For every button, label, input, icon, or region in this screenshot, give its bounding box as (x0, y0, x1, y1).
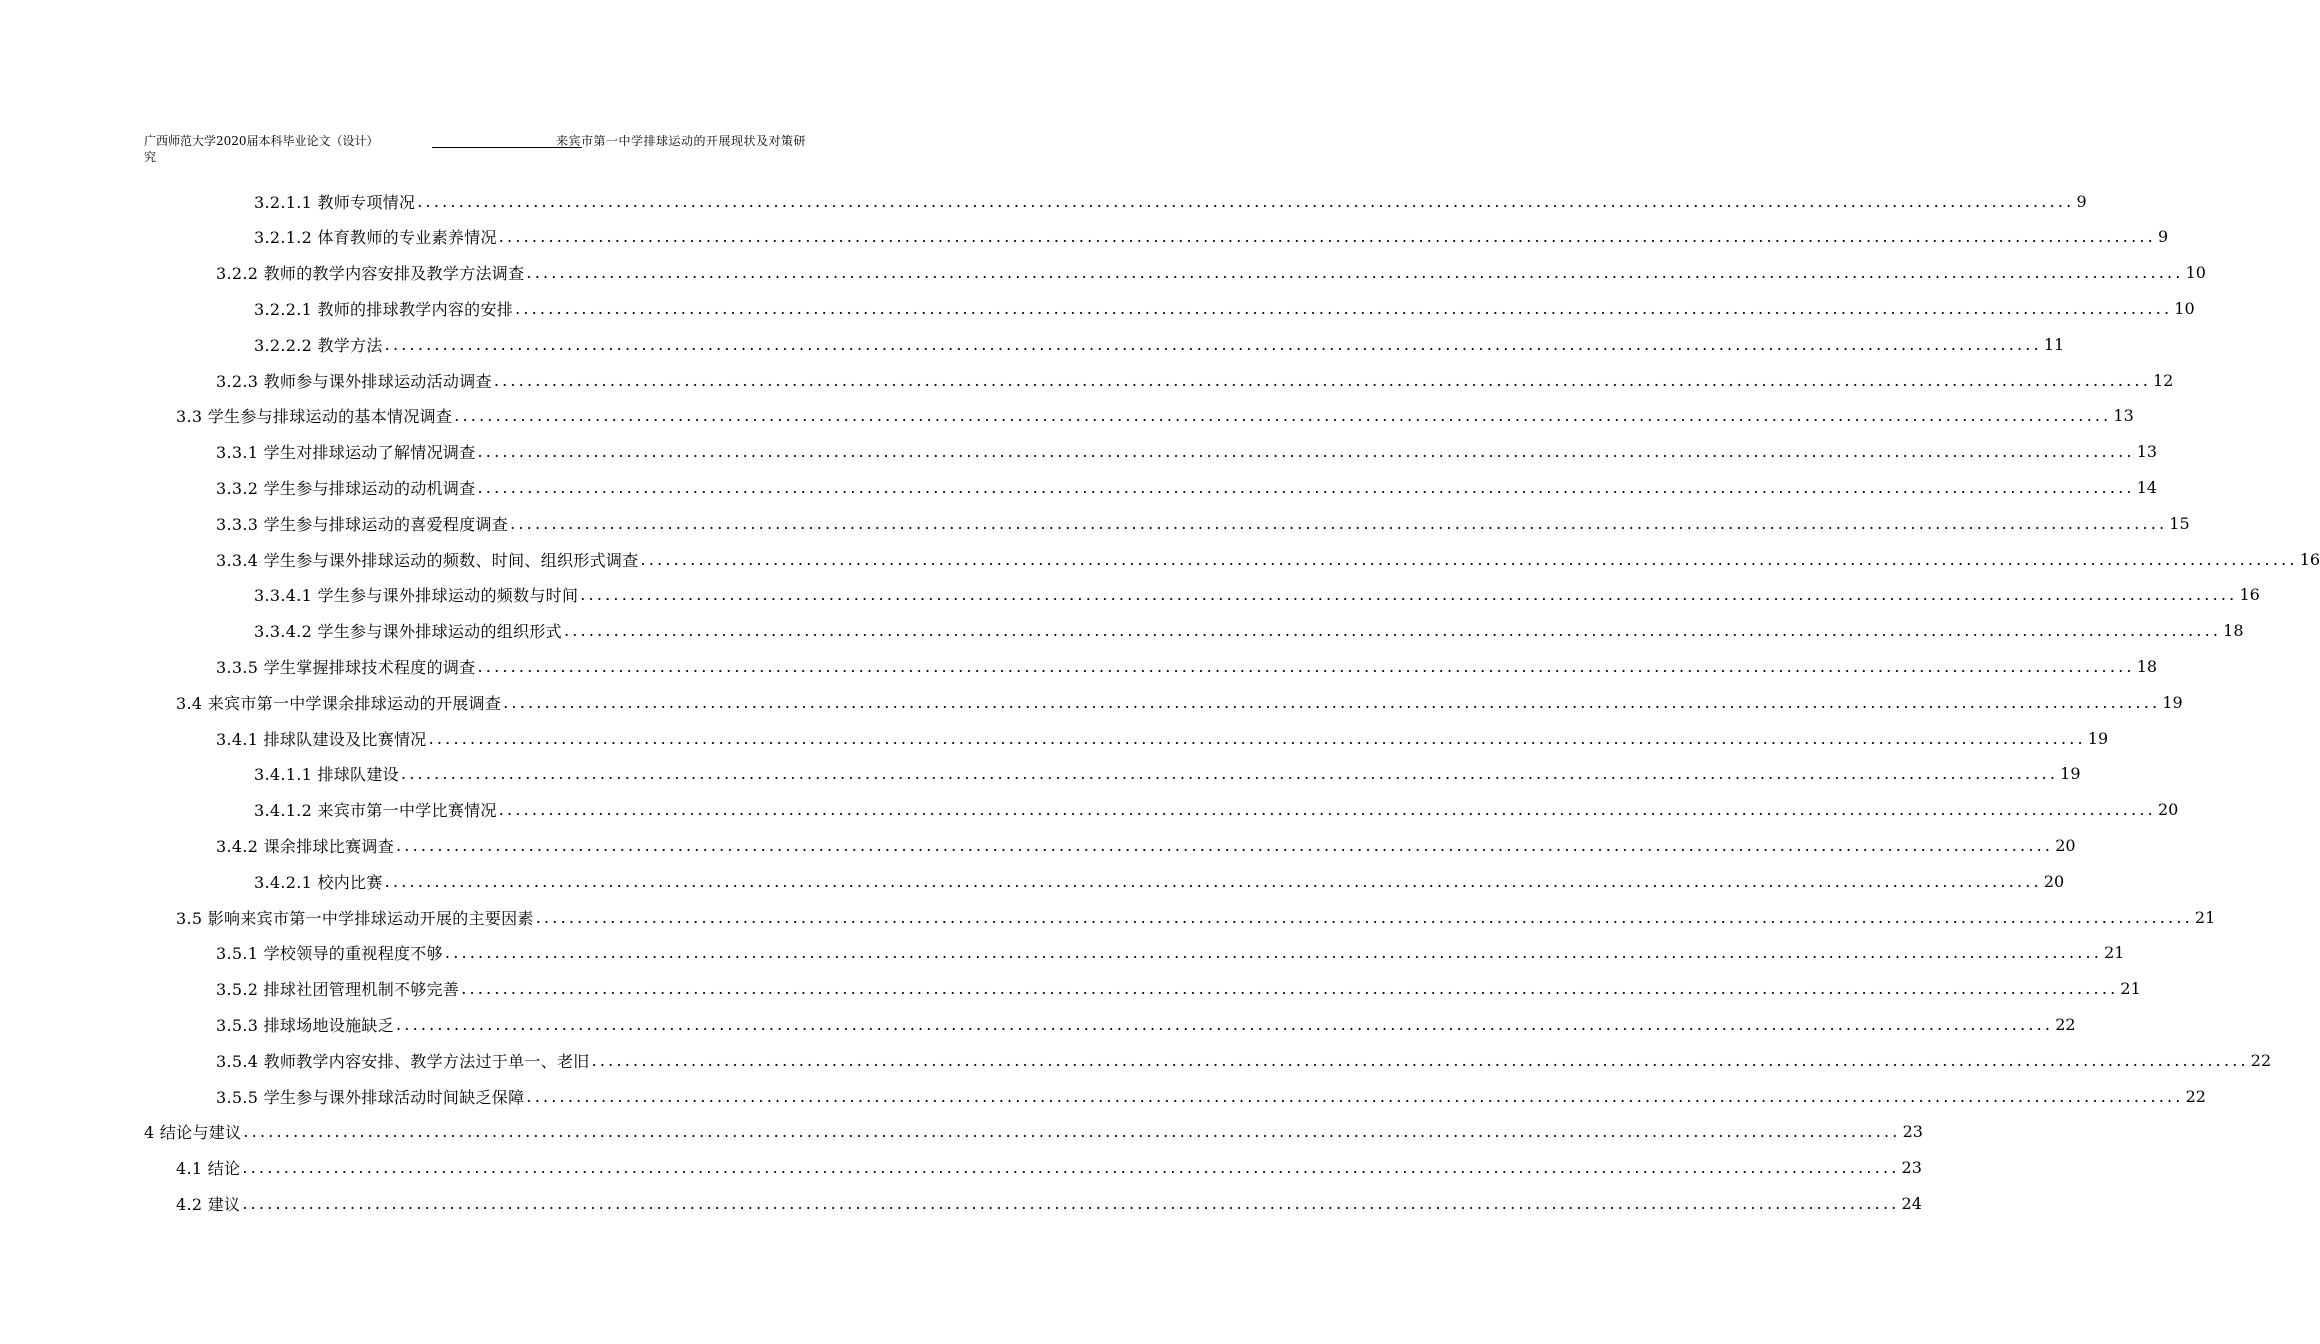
toc-entry-title: 3.2.1.1 教师专项情况 (254, 192, 416, 212)
toc-leader-dots: ........................................................................................................................................................................................................ (444, 943, 2103, 963)
toc-entry-page-number: 21 (2194, 907, 2216, 927)
toc-leader-dots: ........................................................................................................................................................................................................ (477, 442, 2135, 462)
toc-entry-page-number: 13 (2113, 406, 2134, 426)
toc-entry-title: 3.2.2.2 教学方法 (254, 335, 383, 355)
toc-leader-dots: ........................................................................................................................................................................................................ (503, 692, 2161, 712)
toc-leader-dots: ........................................................................................................................................................................................................ (498, 227, 2156, 247)
toc-leader-dots: ........................................................................................................................................................................................................ (640, 549, 2298, 569)
toc-entry-title: 3.3 学生参与排球运动的基本情况调查 (176, 407, 453, 427)
toc-leader-dots: ........................................................................................................................................................................................................ (526, 1086, 2184, 1106)
toc-leader-dots: ........................................................................................................................................................................................................ (384, 871, 2042, 891)
toc-entry[interactable] (254, 577, 2260, 613)
toc-entry-title: 3.3.4.2 学生参与课外排球运动的组织形式 (254, 622, 562, 642)
toc-entry-page-number: 19 (2087, 728, 2109, 748)
toc-entry-page-number: 23 (1901, 1158, 1922, 1178)
toc-leader-dots: ........................................................................................................................................................................................................ (396, 835, 2054, 855)
toc-entry[interactable] (216, 1042, 2272, 1078)
toc-entry[interactable] (216, 505, 2190, 541)
toc-entry[interactable] (216, 362, 2174, 398)
toc-entry-title: 3.5.3 排球场地设施缺乏 (216, 1015, 394, 1035)
toc-entry-page-number: 15 (2169, 513, 2190, 533)
toc-entry-page-number: 11 (2043, 334, 2065, 354)
toc-entry-title: 4.1 结论 (176, 1159, 241, 1179)
toc-entry-title: 3.3.4.1 学生参与课外排球运动的频数与时间 (254, 586, 579, 606)
toc-entry[interactable] (254, 219, 2169, 255)
toc-entry[interactable] (216, 469, 2158, 505)
toc-entry[interactable] (254, 290, 2195, 326)
toc-leader-dots: ........................................................................................................................................................................................................ (461, 979, 2119, 999)
toc-entry-title: 4.2 建议 (176, 1194, 241, 1214)
toc-entry-title: 3.3.2 学生参与排球运动的动机调查 (216, 478, 476, 498)
toc-entry-page-number: 20 (2055, 835, 2076, 855)
toc-entry-title: 3.5.4 教师教学内容安排、教学方法过于单一、老旧 (216, 1051, 590, 1071)
toc-entry-page-number: 21 (2120, 979, 2141, 999)
toc-entry-title: 3.3.3 学生参与排球运动的喜爱程度调查 (216, 514, 509, 534)
toc-leader-dots: ........................................................................................................................................................................................................ (563, 621, 2222, 641)
toc-leader-dots: ........................................................................................................................................................................................................ (526, 263, 2184, 283)
toc-leader-dots: ........................................................................................................................................................................................................ (243, 1122, 1901, 1142)
toc-entry-title: 3.2.3 教师参与课外排球运动活动调查 (216, 371, 492, 391)
toc-entry-page-number: 16 (2299, 549, 2320, 569)
toc-entry-page-number: 13 (2136, 442, 2158, 462)
toc-entry[interactable] (216, 971, 2141, 1007)
toc-entry[interactable] (254, 326, 2065, 362)
toc-entry-page-number: 22 (2055, 1014, 2076, 1034)
toc-entry[interactable] (176, 1185, 1922, 1221)
toc-entry-title: 3.2.2 教师的教学内容安排及教学方法调查 (216, 264, 525, 284)
toc-entry[interactable] (216, 541, 2320, 577)
toc-leader-dots: ........................................................................................................................................................................................................ (454, 406, 2112, 426)
toc-entry-title: 3.4.2.1 校内比赛 (254, 872, 383, 892)
toc-entry-page-number: 10 (2185, 263, 2206, 283)
toc-leader-dots: ........................................................................................................................................................................................................ (417, 191, 2075, 211)
toc-entry-page-number: 24 (1901, 1193, 1922, 1213)
toc-entry-title: 3.3.1 学生对排球运动了解情况调查 (216, 443, 476, 463)
toc-entry-page-number: 9 (2157, 227, 2169, 247)
toc-entry-title: 3.4 来宾市第一中学课余排球运动的开展调查 (176, 693, 502, 713)
header-thesis-title: 广西师范大学2020届本科毕业论文（设计） (144, 134, 379, 148)
toc-entry-page-number: 20 (2157, 800, 2179, 820)
toc-entry-title: 3.5.1 学校领导的重视程度不够 (216, 944, 443, 964)
toc-entry-page-number: 22 (2250, 1050, 2272, 1070)
toc-entry[interactable] (216, 255, 2206, 291)
toc-entry-page-number: 19 (2060, 764, 2081, 784)
toc-entry-title: 4 结论与建议 (144, 1123, 242, 1143)
toc-entry-page-number: 18 (2136, 656, 2158, 676)
toc-leader-dots: ........................................................................................................................................................................................................ (477, 656, 2135, 676)
toc-entry[interactable] (216, 720, 2109, 756)
toc-leader-dots: ........................................................................................................................................................................................................ (591, 1050, 2249, 1070)
header-paper-title-continued: 究 (144, 150, 157, 164)
toc-leader-dots: ........................................................................................................................................................................................................ (400, 764, 2059, 784)
toc-leader-dots: ........................................................................................................................................................................................................ (515, 298, 2173, 318)
toc-entry[interactable] (254, 863, 2065, 899)
toc-entry[interactable] (254, 613, 2244, 649)
toc-entry-page-number: 22 (2185, 1086, 2206, 1106)
toc-leader-dots: ........................................................................................................................................................................................................ (396, 1014, 2054, 1034)
toc-leader-dots: ........................................................................................................................................................................................................ (242, 1158, 1900, 1178)
toc-leader-dots: ........................................................................................................................................................................................................ (580, 585, 2238, 605)
toc-entry-page-number: 10 (2174, 298, 2195, 318)
toc-entry-page-number: 20 (2043, 871, 2065, 891)
toc-entry[interactable] (176, 398, 2134, 434)
page-header (144, 134, 806, 166)
toc-entry[interactable] (216, 434, 2158, 470)
toc-entry-page-number: 19 (2162, 692, 2183, 712)
toc-entry[interactable] (176, 899, 2216, 935)
toc-entry-title: 3.2.1.2 体育教师的专业素养情况 (254, 228, 497, 248)
toc-leader-dots: ........................................................................................................................................................................................................ (477, 477, 2135, 497)
toc-leader-dots: ........................................................................................................................................................................................................ (428, 728, 2086, 748)
toc-entry-title: 3.4.1.1 排球队建设 (254, 765, 399, 785)
toc-entry-page-number: 18 (2223, 621, 2244, 641)
toc-leader-dots: ........................................................................................................................................................................................................ (510, 513, 2168, 533)
toc-entry-page-number: 12 (2153, 370, 2174, 390)
toc-entry[interactable] (254, 792, 2179, 828)
toc-entry[interactable] (216, 648, 2158, 684)
toc-entry-title: 3.4.1 排球队建设及比赛情况 (216, 729, 427, 749)
toc-entry-title: 3.5 影响来宾市第一中学排球运动开展的主要因素 (176, 908, 534, 928)
toc-entry-title: 3.3.4 学生参与课外排球运动的频数、时间、组织形式调查 (216, 550, 639, 570)
toc-entry[interactable] (176, 684, 2183, 720)
toc-entry-title: 3.2.2.1 教师的排球教学内容的安排 (254, 299, 514, 319)
toc-entry-title: 3.5.2 排球社团管理机制不够完善 (216, 980, 460, 1000)
toc-entry[interactable] (216, 1078, 2206, 1114)
toc-entry-page-number: 9 (2076, 191, 2087, 211)
toc-entry[interactable] (254, 756, 2081, 792)
toc-entry-title: 3.4.1.2 来宾市第一中学比赛情况 (254, 801, 497, 821)
toc-entry[interactable] (144, 1114, 1923, 1150)
toc-entry[interactable] (216, 1006, 2076, 1042)
header-paper-title: 来宾市第一中学排球运动的开展现状及对策研 (555, 134, 806, 148)
toc-leader-dots: ........................................................................................................................................................................................................ (535, 907, 2193, 927)
toc-entry-title: 3.5.5 学生参与课外排球活动时间缺乏保障 (216, 1087, 525, 1107)
toc-leader-dots: ........................................................................................................................................................................................................ (498, 800, 2156, 820)
toc-leader-dots: ........................................................................................................................................................................................................ (242, 1193, 1900, 1213)
toc-entry-page-number: 23 (1902, 1122, 1923, 1142)
toc-entry-page-number: 16 (2239, 585, 2260, 605)
toc-leader-dots: ........................................................................................................................................................................................................ (493, 370, 2151, 390)
toc-entry-page-number: 21 (2104, 943, 2125, 963)
toc-leader-dots: ........................................................................................................................................................................................................ (384, 334, 2042, 354)
toc-entry[interactable] (216, 935, 2125, 971)
toc-entry[interactable] (176, 1150, 1922, 1186)
toc-entry[interactable] (254, 183, 2087, 219)
toc-entry-title: 3.4.2 课余排球比赛调查 (216, 836, 394, 856)
toc-entry-title: 3.3.5 学生掌握排球技术程度的调查 (216, 657, 476, 677)
toc-entry-page-number: 14 (2136, 477, 2158, 497)
toc-entry[interactable] (216, 827, 2076, 863)
